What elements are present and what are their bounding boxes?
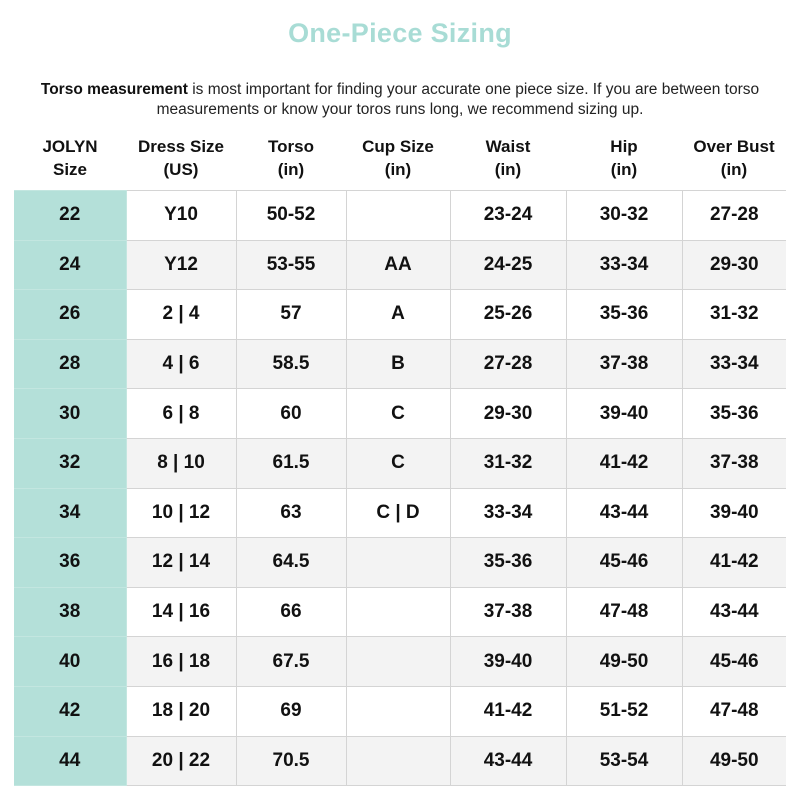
cup-size-cell: A (346, 290, 450, 340)
cup-size-cell: C | D (346, 488, 450, 538)
dress-size-cell: 8 | 10 (126, 438, 236, 488)
table-row (14, 538, 786, 588)
dress-size-cell: 2 | 4 (126, 290, 236, 340)
table-row (14, 637, 786, 687)
waist-cell: 35-36 (450, 538, 566, 588)
hip-cell: 41-42 (566, 438, 682, 488)
header-over-bust: Over Bust (in) (693, 137, 775, 179)
over-bust-cell: 47-48 (682, 686, 786, 736)
table-row (14, 488, 786, 538)
jolyn-size-cell: 42 (14, 686, 126, 736)
jolyn-size-cell: 44 (14, 736, 126, 786)
torso-cell: 61.5 (236, 438, 346, 488)
table-row (14, 438, 786, 488)
jolyn-size-cell: 30 (14, 389, 126, 439)
cup-size-cell (346, 736, 450, 786)
torso-cell: 70.5 (236, 736, 346, 786)
hip-cell: 37-38 (566, 339, 682, 389)
table-row (14, 290, 786, 340)
dress-size-cell: Y10 (126, 191, 236, 241)
table-row (14, 587, 786, 637)
page-title: One-Piece Sizing (288, 18, 512, 48)
table-row (14, 736, 786, 786)
over-bust-cell: 49-50 (682, 736, 786, 786)
over-bust-cell: 27-28 (682, 191, 786, 241)
torso-cell: 67.5 (236, 637, 346, 687)
waist-cell: 29-30 (450, 389, 566, 439)
header-hip: Hip (in) (610, 137, 638, 179)
hip-cell: 47-48 (566, 587, 682, 637)
jolyn-size-cell: 36 (14, 538, 126, 588)
waist-cell: 43-44 (450, 736, 566, 786)
waist-cell: 37-38 (450, 587, 566, 637)
jolyn-size-cell: 38 (14, 587, 126, 637)
hip-cell: 45-46 (566, 538, 682, 588)
intro-text (40, 80, 760, 120)
jolyn-size-cell: 26 (14, 290, 126, 340)
hip-cell: 35-36 (566, 290, 682, 340)
dress-size-cell: 20 | 22 (126, 736, 236, 786)
waist-cell: 23-24 (450, 191, 566, 241)
over-bust-cell: 41-42 (682, 538, 786, 588)
header-waist: Waist (in) (485, 137, 531, 179)
jolyn-size-cell: 28 (14, 339, 126, 389)
dress-size-cell: 10 | 12 (126, 488, 236, 538)
torso-cell: 63 (236, 488, 346, 538)
over-bust-cell: 35-36 (682, 389, 786, 439)
intro-emphasis: Torso measurement (40, 80, 188, 98)
header-cup-size: Cup Size (in) (362, 137, 434, 179)
torso-cell: 53-55 (236, 240, 346, 290)
dress-size-cell: 14 | 16 (126, 587, 236, 637)
hip-cell: 33-34 (566, 240, 682, 290)
header-jolyn-size: JOLYN Size (42, 137, 98, 179)
table-row (14, 389, 786, 439)
cup-size-cell: B (346, 339, 450, 389)
over-bust-cell: 33-34 (682, 339, 786, 389)
cup-size-cell: AA (346, 240, 450, 290)
cup-size-cell (346, 637, 450, 687)
over-bust-cell: 39-40 (682, 488, 786, 538)
dress-size-cell: 16 | 18 (126, 637, 236, 687)
cup-size-cell (346, 538, 450, 588)
jolyn-size-cell: 34 (14, 488, 126, 538)
waist-cell: 39-40 (450, 637, 566, 687)
hip-cell: 49-50 (566, 637, 682, 687)
jolyn-size-cell: 40 (14, 637, 126, 687)
torso-cell: 57 (236, 290, 346, 340)
sizing-table (14, 126, 786, 786)
header-dress-size: Dress Size (US) (138, 137, 224, 179)
hip-cell: 43-44 (566, 488, 682, 538)
table-row (14, 686, 786, 736)
cup-size-cell (346, 191, 450, 241)
over-bust-cell: 29-30 (682, 240, 786, 290)
over-bust-cell: 45-46 (682, 637, 786, 687)
header-row (14, 126, 786, 191)
torso-cell: 60 (236, 389, 346, 439)
waist-cell: 25-26 (450, 290, 566, 340)
dress-size-cell: 6 | 8 (126, 389, 236, 439)
waist-cell: 27-28 (450, 339, 566, 389)
cup-size-cell: C (346, 438, 450, 488)
jolyn-size-cell: 24 (14, 240, 126, 290)
over-bust-cell: 31-32 (682, 290, 786, 340)
cup-size-cell: C (346, 389, 450, 439)
hip-cell: 51-52 (566, 686, 682, 736)
torso-cell: 69 (236, 686, 346, 736)
waist-cell: 41-42 (450, 686, 566, 736)
torso-cell: 50-52 (236, 191, 346, 241)
torso-cell: 58.5 (236, 339, 346, 389)
jolyn-size-cell: 32 (14, 438, 126, 488)
over-bust-cell: 37-38 (682, 438, 786, 488)
dress-size-cell: 12 | 14 (126, 538, 236, 588)
waist-cell: 33-34 (450, 488, 566, 538)
dress-size-cell: 4 | 6 (126, 339, 236, 389)
dress-size-cell: Y12 (126, 240, 236, 290)
hip-cell: 30-32 (566, 191, 682, 241)
jolyn-size-cell: 22 (14, 191, 126, 241)
table-row (14, 240, 786, 290)
torso-cell: 64.5 (236, 538, 346, 588)
hip-cell: 39-40 (566, 389, 682, 439)
hip-cell: 53-54 (566, 736, 682, 786)
intro-body: is most important for finding your accurate one piece size. If you are between torso measurements or know your toros runs long, we recommend sizing up. (156, 80, 760, 118)
torso-cell: 66 (236, 587, 346, 637)
header-torso: Torso (in) (268, 137, 314, 179)
cup-size-cell (346, 587, 450, 637)
waist-cell: 24-25 (450, 240, 566, 290)
table-row (14, 191, 786, 241)
table-row (14, 339, 786, 389)
over-bust-cell: 43-44 (682, 587, 786, 637)
cup-size-cell (346, 686, 450, 736)
dress-size-cell: 18 | 20 (126, 686, 236, 736)
waist-cell: 31-32 (450, 438, 566, 488)
